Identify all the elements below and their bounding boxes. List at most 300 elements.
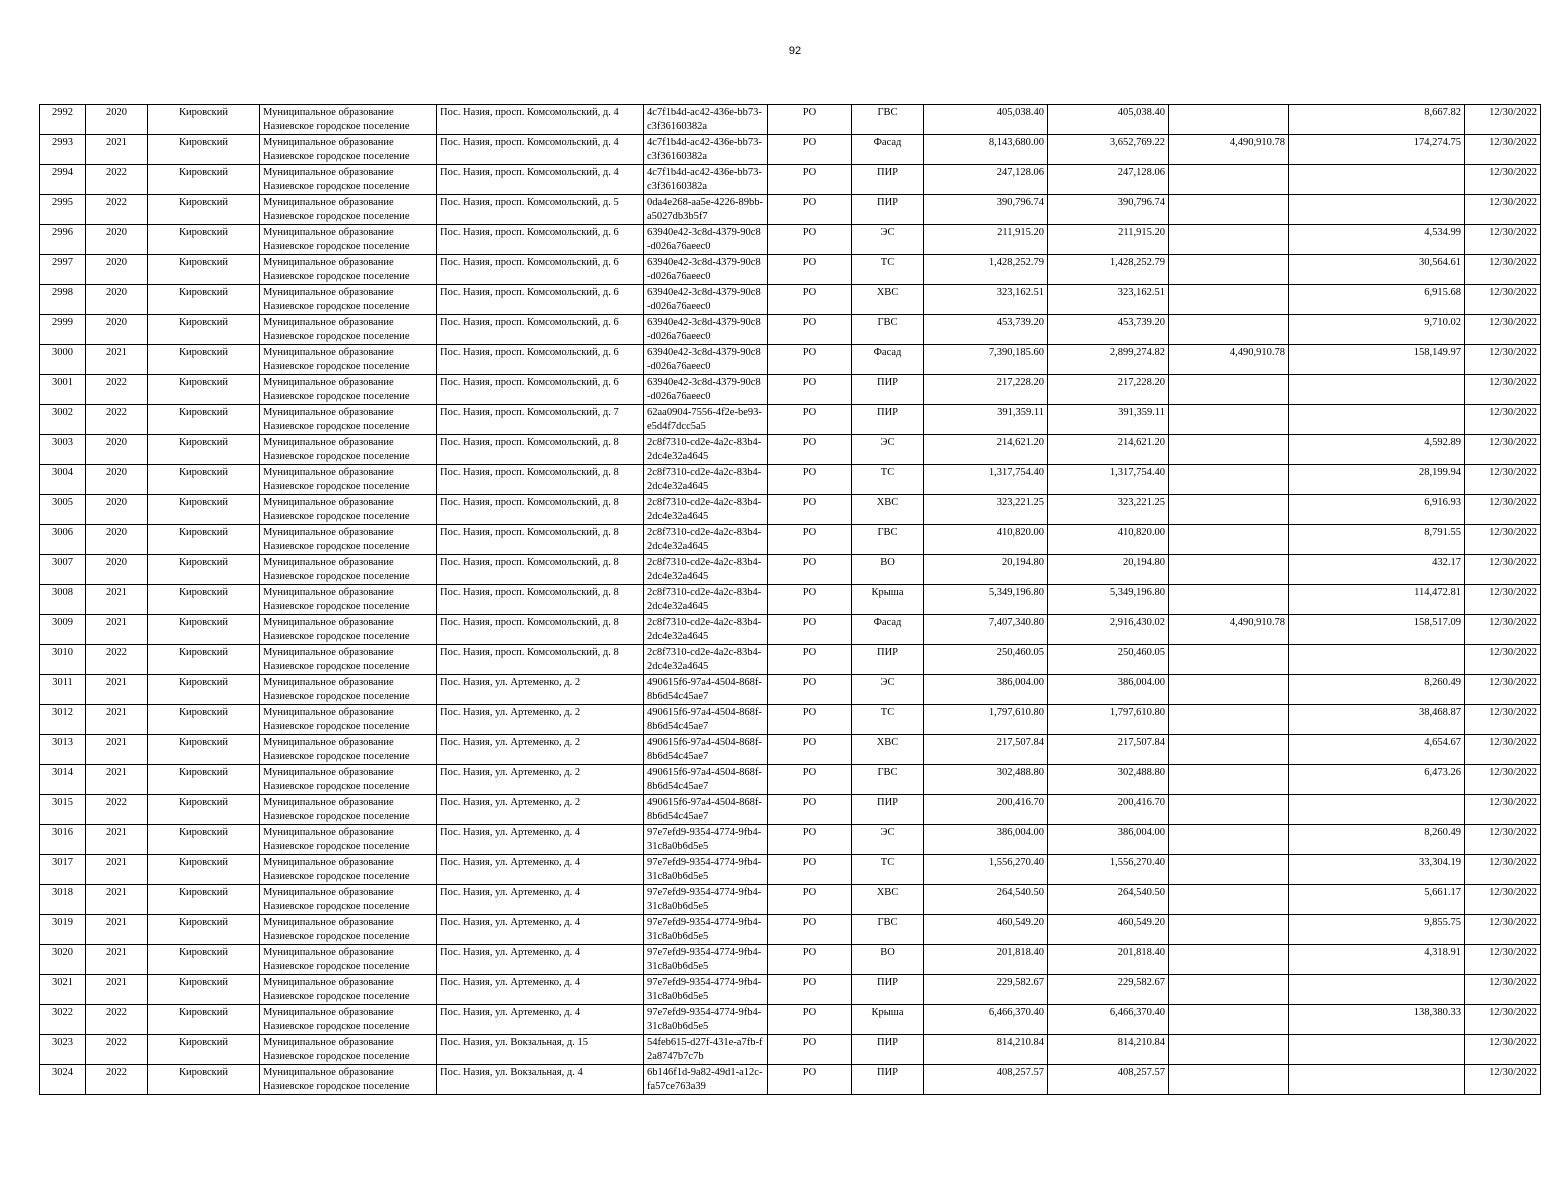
cell-house-guid: 97e7efd9-9354-4774-9fb4-31c8a0b6d5e5 (644, 1005, 768, 1035)
cell-amount-extra: 30,564.61 (1289, 255, 1465, 285)
cell-year: 2021 (86, 735, 148, 765)
cell-completion-date: 12/30/2022 (1465, 345, 1541, 375)
cell-work-type: ПИР (852, 1035, 924, 1065)
table-row (40, 795, 1541, 825)
cell-program: РО (768, 255, 852, 285)
cell-amount-extra (1289, 1065, 1465, 1095)
cell-municipality: Муниципальное образование Назиевское городское поселение (260, 195, 437, 225)
cell-work-type: ПИР (852, 195, 924, 225)
cell-amount-extra: 6,916.93 (1289, 495, 1465, 525)
cell-municipality: Муниципальное образование Назиевское городское поселение (260, 945, 437, 975)
table-row (40, 1035, 1541, 1065)
cell-municipality: Муниципальное образование Назиевское городское поселение (260, 1005, 437, 1035)
cell-house-guid: 63940e42-3c8d-4379-90c8-d026a76aeec0 (644, 255, 768, 285)
cell-address: Пос. Назия, просп. Комсомольский, д. 5 (437, 195, 644, 225)
cell-address: Пос. Назия, просп. Комсомольский, д. 6 (437, 345, 644, 375)
cell-amount-other (1169, 1035, 1289, 1065)
table-row (40, 495, 1541, 525)
cell-district: Кировский (148, 1065, 260, 1095)
cell-year: 2020 (86, 555, 148, 585)
cell-municipality: Муниципальное образование Назиевское городское поселение (260, 465, 437, 495)
cell-district: Кировский (148, 405, 260, 435)
cell-total-cost: 5,349,196.80 (924, 585, 1048, 615)
table-row (40, 975, 1541, 1005)
cell-year: 2020 (86, 285, 148, 315)
cell-municipality: Муниципальное образование Назиевское городское поселение (260, 345, 437, 375)
cell-year: 2022 (86, 1005, 148, 1035)
table-row (40, 405, 1541, 435)
cell-amount-extra: 33,304.19 (1289, 855, 1465, 885)
table-row (40, 345, 1541, 375)
cell-year: 2020 (86, 225, 148, 255)
cell-completion-date: 12/30/2022 (1465, 435, 1541, 465)
cell-municipality: Муниципальное образование Назиевское городское поселение (260, 735, 437, 765)
cell-year: 2021 (86, 975, 148, 1005)
cell-row-number: 2999 (40, 315, 86, 345)
cell-amount-fund: 217,228.20 (1048, 375, 1169, 405)
cell-municipality: Муниципальное образование Назиевское городское поселение (260, 915, 437, 945)
cell-work-type: ГВС (852, 915, 924, 945)
cell-municipality: Муниципальное образование Назиевское городское поселение (260, 975, 437, 1005)
cell-completion-date: 12/30/2022 (1465, 795, 1541, 825)
cell-amount-extra: 138,380.33 (1289, 1005, 1465, 1035)
cell-amount-extra (1289, 795, 1465, 825)
cell-address: Пос. Назия, ул. Артеменко, д. 4 (437, 1005, 644, 1035)
cell-address: Пос. Назия, просп. Комсомольский, д. 4 (437, 135, 644, 165)
cell-amount-extra: 8,667.82 (1289, 105, 1465, 135)
cell-amount-fund: 264,540.50 (1048, 885, 1169, 915)
cell-year: 2021 (86, 585, 148, 615)
cell-amount-extra: 8,260.49 (1289, 825, 1465, 855)
cell-completion-date: 12/30/2022 (1465, 825, 1541, 855)
cell-total-cost: 410,820.00 (924, 525, 1048, 555)
cell-municipality: Муниципальное образование Назиевское городское поселение (260, 105, 437, 135)
cell-address: Пос. Назия, просп. Комсомольский, д. 6 (437, 255, 644, 285)
cell-year: 2022 (86, 1035, 148, 1065)
cell-district: Кировский (148, 345, 260, 375)
cell-house-guid: 490615f6-97a4-4504-868f-8b6d54c45ae7 (644, 735, 768, 765)
cell-address: Пос. Назия, ул. Вокзальная, д. 15 (437, 1035, 644, 1065)
cell-amount-fund: 814,210.84 (1048, 1035, 1169, 1065)
cell-program: РО (768, 495, 852, 525)
cell-total-cost: 386,004.00 (924, 825, 1048, 855)
cell-house-guid: 97e7efd9-9354-4774-9fb4-31c8a0b6d5e5 (644, 975, 768, 1005)
cell-year: 2022 (86, 375, 148, 405)
cell-work-type: Фасад (852, 135, 924, 165)
cell-completion-date: 12/30/2022 (1465, 615, 1541, 645)
cell-amount-fund: 247,128.06 (1048, 165, 1169, 195)
cell-amount-fund: 250,460.05 (1048, 645, 1169, 675)
cell-address: Пос. Назия, просп. Комсомольский, д. 8 (437, 585, 644, 615)
cell-total-cost: 20,194.80 (924, 555, 1048, 585)
cell-work-type: ГВС (852, 105, 924, 135)
cell-house-guid: 63940e42-3c8d-4379-90c8-d026a76aeec0 (644, 315, 768, 345)
cell-amount-extra (1289, 405, 1465, 435)
cell-row-number: 3022 (40, 1005, 86, 1035)
cell-work-type: ПИР (852, 405, 924, 435)
table-row (40, 195, 1541, 225)
cell-year: 2021 (86, 885, 148, 915)
cell-amount-fund: 323,162.51 (1048, 285, 1169, 315)
cell-address: Пос. Назия, ул. Артеменко, д. 2 (437, 735, 644, 765)
cell-amount-other (1169, 435, 1289, 465)
cell-district: Кировский (148, 285, 260, 315)
cell-total-cost: 217,228.20 (924, 375, 1048, 405)
cell-amount-extra: 28,199.94 (1289, 465, 1465, 495)
cell-district: Кировский (148, 435, 260, 465)
cell-municipality: Муниципальное образование Назиевское городское поселение (260, 825, 437, 855)
cell-year: 2022 (86, 795, 148, 825)
cell-address: Пос. Назия, ул. Артеменко, д. 4 (437, 975, 644, 1005)
cell-address: Пос. Назия, просп. Комсомольский, д. 6 (437, 375, 644, 405)
cell-row-number: 3021 (40, 975, 86, 1005)
cell-district: Кировский (148, 555, 260, 585)
cell-house-guid: 490615f6-97a4-4504-868f-8b6d54c45ae7 (644, 795, 768, 825)
cell-row-number: 3024 (40, 1065, 86, 1095)
cell-municipality: Муниципальное образование Назиевское городское поселение (260, 585, 437, 615)
cell-program: РО (768, 1065, 852, 1095)
cell-district: Кировский (148, 495, 260, 525)
table-row (40, 945, 1541, 975)
cell-amount-fund: 20,194.80 (1048, 555, 1169, 585)
cell-amount-extra (1289, 975, 1465, 1005)
cell-amount-other (1169, 165, 1289, 195)
cell-row-number: 3012 (40, 705, 86, 735)
cell-amount-fund: 410,820.00 (1048, 525, 1169, 555)
cell-row-number: 3011 (40, 675, 86, 705)
cell-district: Кировский (148, 135, 260, 165)
table-body (40, 105, 1541, 1095)
table-row (40, 585, 1541, 615)
cell-address: Пос. Назия, просп. Комсомольский, д. 6 (437, 285, 644, 315)
table-row (40, 885, 1541, 915)
cell-year: 2021 (86, 135, 148, 165)
cell-row-number: 3004 (40, 465, 86, 495)
cell-district: Кировский (148, 615, 260, 645)
cell-amount-other (1169, 105, 1289, 135)
cell-amount-other (1169, 855, 1289, 885)
cell-amount-fund: 201,818.40 (1048, 945, 1169, 975)
cell-municipality: Муниципальное образование Назиевское городское поселение (260, 285, 437, 315)
cell-amount-extra: 174,274.75 (1289, 135, 1465, 165)
cell-amount-other (1169, 975, 1289, 1005)
cell-completion-date: 12/30/2022 (1465, 705, 1541, 735)
cell-row-number: 3000 (40, 345, 86, 375)
cell-address: Пос. Назия, ул. Артеменко, д. 2 (437, 765, 644, 795)
cell-completion-date: 12/30/2022 (1465, 225, 1541, 255)
cell-completion-date: 12/30/2022 (1465, 885, 1541, 915)
cell-work-type: ВО (852, 555, 924, 585)
cell-amount-other (1169, 825, 1289, 855)
cell-completion-date: 12/30/2022 (1465, 135, 1541, 165)
cell-amount-other (1169, 585, 1289, 615)
cell-amount-fund: 302,488.80 (1048, 765, 1169, 795)
cell-row-number: 3015 (40, 795, 86, 825)
cell-amount-fund: 323,221.25 (1048, 495, 1169, 525)
cell-completion-date: 12/30/2022 (1465, 585, 1541, 615)
cell-program: РО (768, 675, 852, 705)
cell-amount-extra: 8,791.55 (1289, 525, 1465, 555)
cell-municipality: Муниципальное образование Назиевское городское поселение (260, 315, 437, 345)
cell-row-number: 3001 (40, 375, 86, 405)
cell-district: Кировский (148, 255, 260, 285)
cell-year: 2020 (86, 525, 148, 555)
cell-district: Кировский (148, 375, 260, 405)
cell-work-type: ПИР (852, 165, 924, 195)
cell-amount-extra: 4,534.99 (1289, 225, 1465, 255)
cell-row-number: 2993 (40, 135, 86, 165)
cell-address: Пос. Назия, просп. Комсомольский, д. 8 (437, 615, 644, 645)
cell-completion-date: 12/30/2022 (1465, 1065, 1541, 1095)
table-row (40, 915, 1541, 945)
cell-house-guid: 63940e42-3c8d-4379-90c8-d026a76aeec0 (644, 345, 768, 375)
cell-municipality: Муниципальное образование Назиевское городское поселение (260, 795, 437, 825)
cell-total-cost: 250,460.05 (924, 645, 1048, 675)
cell-year: 2022 (86, 195, 148, 225)
cell-total-cost: 390,796.74 (924, 195, 1048, 225)
cell-address: Пос. Назия, ул. Артеменко, д. 4 (437, 855, 644, 885)
cell-completion-date: 12/30/2022 (1465, 405, 1541, 435)
cell-program: РО (768, 285, 852, 315)
cell-total-cost: 217,507.84 (924, 735, 1048, 765)
cell-year: 2021 (86, 675, 148, 705)
cell-year: 2020 (86, 465, 148, 495)
cell-year: 2021 (86, 705, 148, 735)
cell-municipality: Муниципальное образование Назиевское городское поселение (260, 645, 437, 675)
cell-year: 2022 (86, 165, 148, 195)
cell-year: 2022 (86, 405, 148, 435)
table-row (40, 375, 1541, 405)
cell-house-guid: 97e7efd9-9354-4774-9fb4-31c8a0b6d5e5 (644, 885, 768, 915)
cell-program: РО (768, 165, 852, 195)
cell-amount-other (1169, 315, 1289, 345)
cell-amount-other (1169, 645, 1289, 675)
cell-amount-fund: 200,416.70 (1048, 795, 1169, 825)
cell-amount-extra (1289, 195, 1465, 225)
cell-municipality: Муниципальное образование Назиевское городское поселение (260, 495, 437, 525)
cell-total-cost: 8,143,680.00 (924, 135, 1048, 165)
cell-district: Кировский (148, 705, 260, 735)
cell-amount-extra: 432.17 (1289, 555, 1465, 585)
cell-municipality: Муниципальное образование Назиевское городское поселение (260, 375, 437, 405)
cell-total-cost: 6,466,370.40 (924, 1005, 1048, 1035)
cell-amount-fund: 3,652,769.22 (1048, 135, 1169, 165)
cell-program: РО (768, 975, 852, 1005)
cell-house-guid: 490615f6-97a4-4504-868f-8b6d54c45ae7 (644, 705, 768, 735)
cell-program: РО (768, 825, 852, 855)
cell-address: Пос. Назия, просп. Комсомольский, д. 7 (437, 405, 644, 435)
cell-completion-date: 12/30/2022 (1465, 315, 1541, 345)
cell-address: Пос. Назия, просп. Комсомольский, д. 8 (437, 555, 644, 585)
cell-amount-fund: 386,004.00 (1048, 675, 1169, 705)
cell-row-number: 3017 (40, 855, 86, 885)
cell-total-cost: 323,162.51 (924, 285, 1048, 315)
cell-address: Пос. Назия, ул. Артеменко, д. 4 (437, 825, 644, 855)
cell-work-type: Фасад (852, 345, 924, 375)
cell-amount-other (1169, 405, 1289, 435)
table-row (40, 825, 1541, 855)
cell-amount-extra (1289, 165, 1465, 195)
cell-row-number: 2997 (40, 255, 86, 285)
cell-program: РО (768, 225, 852, 255)
cell-house-guid: 490615f6-97a4-4504-868f-8b6d54c45ae7 (644, 675, 768, 705)
cell-row-number: 3016 (40, 825, 86, 855)
cell-row-number: 3020 (40, 945, 86, 975)
cell-row-number: 2992 (40, 105, 86, 135)
cell-program: РО (768, 345, 852, 375)
cell-house-guid: 2c8f7310-cd2e-4a2c-83b4-2dc4e32a4645 (644, 525, 768, 555)
cell-house-guid: 2c8f7310-cd2e-4a2c-83b4-2dc4e32a4645 (644, 615, 768, 645)
cell-total-cost: 408,257.57 (924, 1065, 1048, 1095)
cell-address: Пос. Назия, просп. Комсомольский, д. 6 (437, 315, 644, 345)
cell-program: РО (768, 375, 852, 405)
cell-total-cost: 1,428,252.79 (924, 255, 1048, 285)
cell-completion-date: 12/30/2022 (1465, 555, 1541, 585)
cell-house-guid: 4c7f1b4d-ac42-436e-bb73-c3f36160382a (644, 105, 768, 135)
cell-amount-fund: 453,739.20 (1048, 315, 1169, 345)
cell-address: Пос. Назия, просп. Комсомольский, д. 8 (437, 645, 644, 675)
cell-amount-fund: 2,916,430.02 (1048, 615, 1169, 645)
table-row (40, 435, 1541, 465)
cell-amount-fund: 390,796.74 (1048, 195, 1169, 225)
cell-house-guid: 97e7efd9-9354-4774-9fb4-31c8a0b6d5e5 (644, 945, 768, 975)
cell-amount-fund: 391,359.11 (1048, 405, 1169, 435)
cell-completion-date: 12/30/2022 (1465, 945, 1541, 975)
cell-district: Кировский (148, 675, 260, 705)
table-row (40, 555, 1541, 585)
cell-amount-other (1169, 495, 1289, 525)
cell-district: Кировский (148, 1005, 260, 1035)
cell-municipality: Муниципальное образование Назиевское городское поселение (260, 435, 437, 465)
cell-house-guid: 4c7f1b4d-ac42-436e-bb73-c3f36160382a (644, 135, 768, 165)
cell-year: 2020 (86, 435, 148, 465)
cell-district: Кировский (148, 795, 260, 825)
cell-work-type: ТС (852, 465, 924, 495)
cell-amount-extra (1289, 375, 1465, 405)
cell-district: Кировский (148, 765, 260, 795)
cell-house-guid: 2c8f7310-cd2e-4a2c-83b4-2dc4e32a4645 (644, 585, 768, 615)
cell-district: Кировский (148, 915, 260, 945)
cell-completion-date: 12/30/2022 (1465, 675, 1541, 705)
cell-year: 2020 (86, 255, 148, 285)
cell-work-type: ХВС (852, 735, 924, 765)
cell-year: 2022 (86, 1065, 148, 1095)
cell-address: Пос. Назия, ул. Артеменко, д. 4 (437, 915, 644, 945)
cell-completion-date: 12/30/2022 (1465, 765, 1541, 795)
cell-row-number: 2998 (40, 285, 86, 315)
cell-year: 2021 (86, 345, 148, 375)
table-row (40, 855, 1541, 885)
cell-work-type: ПИР (852, 1065, 924, 1095)
cell-completion-date: 12/30/2022 (1465, 1005, 1541, 1035)
cell-house-guid: 490615f6-97a4-4504-868f-8b6d54c45ae7 (644, 765, 768, 795)
cell-amount-extra: 4,654.67 (1289, 735, 1465, 765)
cell-total-cost: 200,416.70 (924, 795, 1048, 825)
cell-house-guid: 2c8f7310-cd2e-4a2c-83b4-2dc4e32a4645 (644, 495, 768, 525)
cell-amount-extra: 4,592.89 (1289, 435, 1465, 465)
cell-district: Кировский (148, 585, 260, 615)
registry-table (39, 104, 1541, 1095)
cell-completion-date: 12/30/2022 (1465, 915, 1541, 945)
cell-work-type: ТС (852, 255, 924, 285)
cell-municipality: Муниципальное образование Назиевское городское поселение (260, 705, 437, 735)
cell-completion-date: 12/30/2022 (1465, 285, 1541, 315)
cell-program: РО (768, 1035, 852, 1065)
cell-amount-fund: 386,004.00 (1048, 825, 1169, 855)
cell-district: Кировский (148, 735, 260, 765)
cell-completion-date: 12/30/2022 (1465, 495, 1541, 525)
cell-amount-fund: 1,317,754.40 (1048, 465, 1169, 495)
cell-address: Пос. Назия, просп. Комсомольский, д. 6 (437, 225, 644, 255)
cell-amount-other (1169, 375, 1289, 405)
cell-total-cost: 214,621.20 (924, 435, 1048, 465)
cell-total-cost: 460,549.20 (924, 915, 1048, 945)
cell-address: Пос. Назия, просп. Комсомольский, д. 4 (437, 105, 644, 135)
cell-row-number: 2994 (40, 165, 86, 195)
cell-address: Пос. Назия, просп. Комсомольский, д. 8 (437, 525, 644, 555)
cell-address: Пос. Назия, просп. Комсомольский, д. 8 (437, 465, 644, 495)
cell-program: РО (768, 765, 852, 795)
cell-program: РО (768, 945, 852, 975)
cell-year: 2021 (86, 945, 148, 975)
cell-year: 2022 (86, 645, 148, 675)
cell-amount-extra: 4,318.91 (1289, 945, 1465, 975)
cell-amount-other (1169, 225, 1289, 255)
cell-house-guid: 63940e42-3c8d-4379-90c8-d026a76aeec0 (644, 225, 768, 255)
cell-address: Пос. Назия, просп. Комсомольский, д. 8 (437, 435, 644, 465)
cell-work-type: ГВС (852, 315, 924, 345)
cell-total-cost: 1,317,754.40 (924, 465, 1048, 495)
cell-amount-extra: 158,149.97 (1289, 345, 1465, 375)
cell-completion-date: 12/30/2022 (1465, 855, 1541, 885)
cell-amount-other (1169, 765, 1289, 795)
cell-program: РО (768, 885, 852, 915)
cell-district: Кировский (148, 225, 260, 255)
cell-work-type: ВО (852, 945, 924, 975)
cell-municipality: Муниципальное образование Назиевское городское поселение (260, 765, 437, 795)
cell-house-guid: 63940e42-3c8d-4379-90c8-d026a76aeec0 (644, 375, 768, 405)
cell-municipality: Муниципальное образование Назиевское городское поселение (260, 855, 437, 885)
cell-total-cost: 1,556,270.40 (924, 855, 1048, 885)
cell-program: РО (768, 705, 852, 735)
cell-municipality: Муниципальное образование Назиевское городское поселение (260, 525, 437, 555)
cell-amount-fund: 229,582.67 (1048, 975, 1169, 1005)
cell-program: РО (768, 555, 852, 585)
cell-work-type: ПИР (852, 975, 924, 1005)
cell-row-number: 3010 (40, 645, 86, 675)
cell-amount-other (1169, 255, 1289, 285)
cell-address: Пос. Назия, просп. Комсомольский, д. 4 (437, 165, 644, 195)
cell-completion-date: 12/30/2022 (1465, 465, 1541, 495)
table-row (40, 105, 1541, 135)
cell-total-cost: 323,221.25 (924, 495, 1048, 525)
cell-municipality: Муниципальное образование Назиевское городское поселение (260, 255, 437, 285)
cell-amount-other (1169, 675, 1289, 705)
cell-amount-other (1169, 735, 1289, 765)
cell-amount-extra (1289, 1035, 1465, 1065)
cell-house-guid: 4c7f1b4d-ac42-436e-bb73-c3f36160382a (644, 165, 768, 195)
table-row (40, 1005, 1541, 1035)
cell-district: Кировский (148, 525, 260, 555)
cell-row-number: 3023 (40, 1035, 86, 1065)
cell-row-number: 2996 (40, 225, 86, 255)
cell-amount-fund: 405,038.40 (1048, 105, 1169, 135)
cell-amount-extra: 6,915.68 (1289, 285, 1465, 315)
table-row (40, 165, 1541, 195)
cell-amount-fund: 1,797,610.80 (1048, 705, 1169, 735)
cell-program: РО (768, 855, 852, 885)
cell-district: Кировский (148, 855, 260, 885)
